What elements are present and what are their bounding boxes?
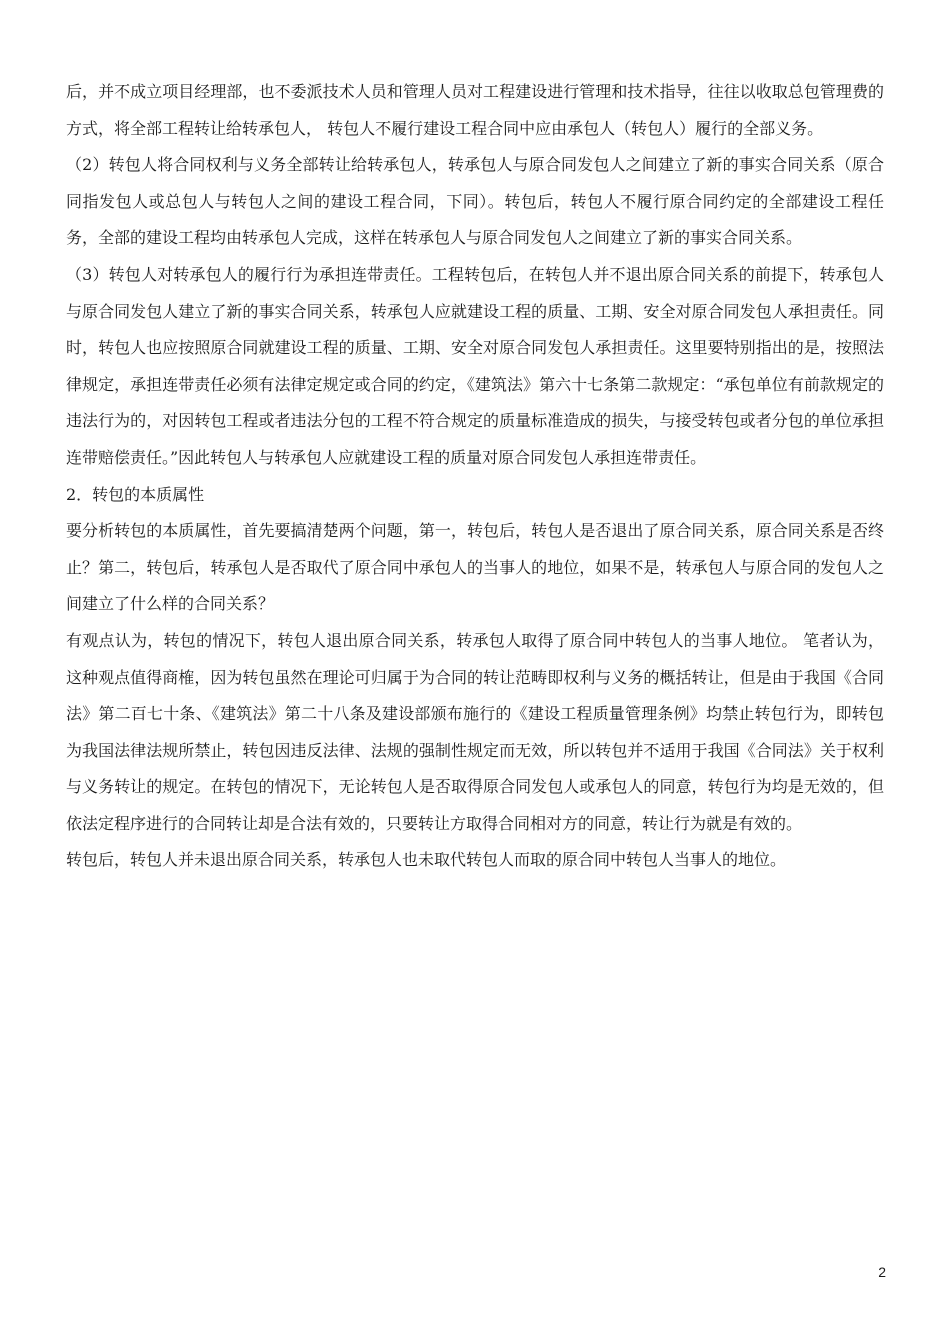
paragraph-1: 后，并不成立项目经理部，也不委派技术人员和管理人员对工程建设进行管理和技术指导，往往以收取总包管理费的方式，将全部工程转让给转承包人， 转包人不履行建设工程合同中应由承包人（转包人）履行的全部义务。 <box>66 82 884 138</box>
paragraph-5: 有观点认为，转包的情况下，转包人退出原合同关系，转承包人取得了原合同中转包人的当事人地位。 笔者认为，这种观点值得商榷，因为转包虽然在理论可归属于为合同的转让范畴即权利与义务的概括转让，但是由于我国《合同法》第二百七十条、《建筑法》第二十八条及建设部颁布施行的《建设工程质量管理条例》均禁止转包行为，即转包为我国法律法规所禁止，转包因违反法律、法规的强制性规定而无效，所以转包并不适用于我国《合同法》关于权利与义务转让的规定。在转包的情况下，无论转包人是否取得原合同发包人或承包人的同意，转包行为均是无效的，但依法定程序进行的合同转让却是合法有效的，只要转让方取得合同相对方的同意，转让行为就是有效的。 <box>66 630 884 833</box>
page-number: 2 <box>878 1264 886 1280</box>
paragraph-6: 转包后，转包人并未退出原合同关系，转承包人也未取代转包人而取的原合同中转包人当事人的地位。 <box>66 850 787 870</box>
document-body <box>66 74 884 879</box>
paragraph-2: （2）转包人将合同权利与义务全部转让给转承包人，转承包人与原合同发包人之间建立了新的事实合同关系（原合同指发包人或总包人与转包人之间的建设工程合同，下同）。转包后，转包人不履行原合同约定的全部建设工程任务，全部的建设工程均由转承包人完成，这样在转承包人与原合同发包人之间建立了新的事实合同关系。 <box>66 155 884 248</box>
paragraph-3: （3）转包人对转承包人的履行行为承担连带责任。工程转包后，在转包人并不退出原合同关系的前提下，转承包人与原合同发包人建立了新的事实合同关系，转承包人应就建设工程的质量、工期、安全对原合同发包人承担责任。同时，转包人也应按照原合同就建设工程的质量、工期、安全对原合同发包人承担责任。这里要特别指出的是，按照法律规定，承担连带责任必须有法律定规定或合同的约定，《建筑法》第六十七条第二款规定：“承包单位有前款规定的违法行为的，对因转包工程或者违法分包的工程不符合规定的质量标准造成的损失，与接受转包或者分包的单位承担连带赔偿责任。”因此转包人与转承包人应就建设工程的质量对原合同发包人承担连带责任。 <box>66 264 884 467</box>
paragraph-4: 要分析转包的本质属性，首先要搞清楚两个问题，第一，转包后，转包人是否退出了原合同关系，原合同关系是否终止？第二，转包后，转承包人是否取代了原合同中承包人的当事人的地位，如果不是，转承包人与原合同的发包人之间建立了什么样的合同关系？ <box>66 521 884 614</box>
section-heading: 2．转包的本质属性 <box>66 484 205 504</box>
